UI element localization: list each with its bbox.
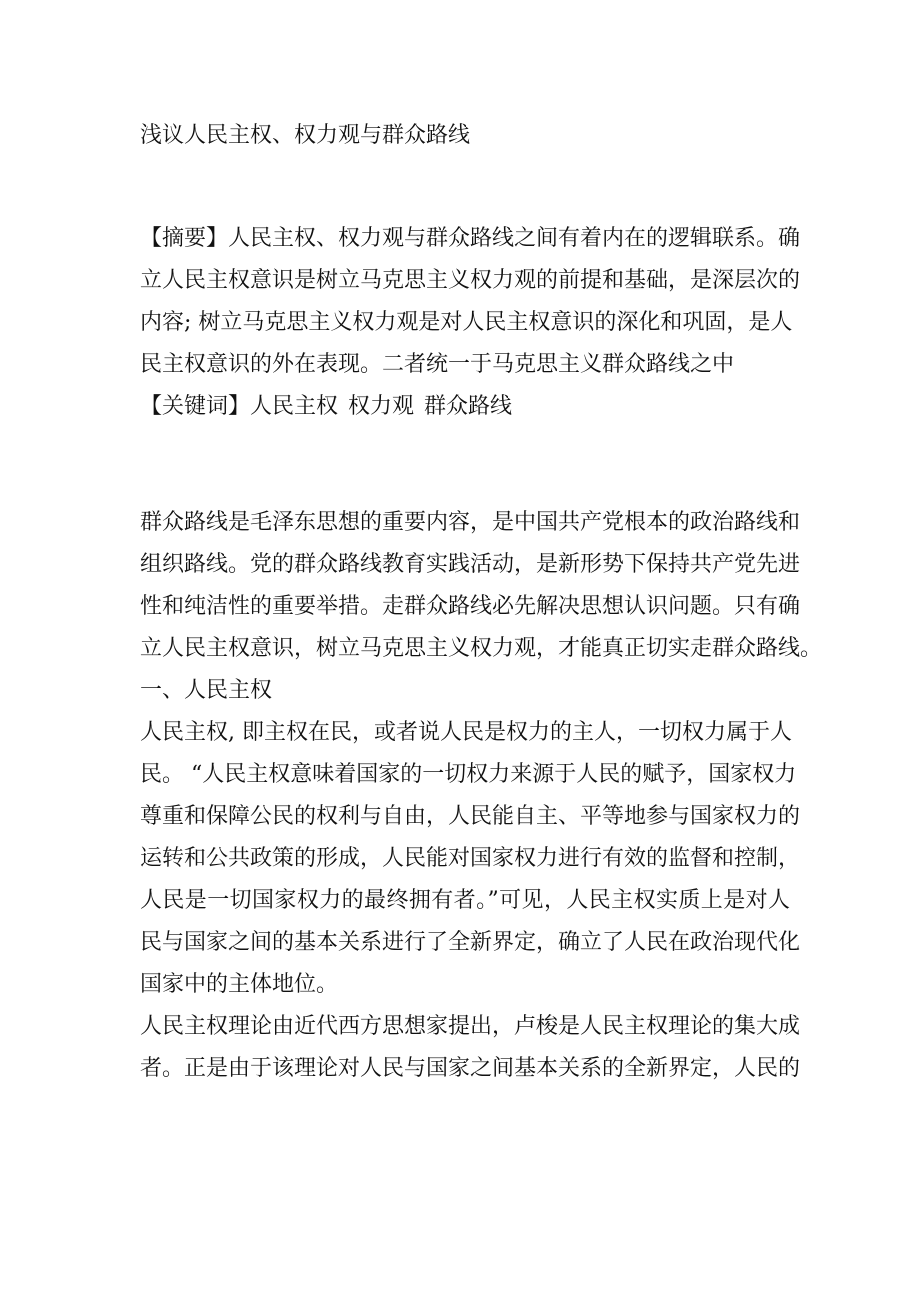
abstract-line: 立人民主权意识是树立马克思主义权力观的前提和基础，是深层次的 xyxy=(140,268,801,293)
keywords-line xyxy=(140,386,790,428)
paragraph-line: 人民主权理论由近代西方思想家提出，卢梭是人民主权理论的集大成 xyxy=(140,1014,801,1039)
paragraph-line: 民。 “人民主权意味着国家的一切权力来源于人民的赋予，国家权力 xyxy=(140,762,797,787)
paragraph-line: 运转和公共政策的形成，人民能对国家权力进行有效的监督和控制， xyxy=(140,846,801,871)
keyword: 群众路线 xyxy=(424,394,513,419)
paragraph-line: 人民主权, 即主权在民，或者说人民是权力的主人，一切权力属于人 xyxy=(140,720,792,745)
abstract-line: 内容; 树立马克思主义权力观是对人民主权意识的深化和巩固，是人 xyxy=(140,310,793,335)
paragraph-line: 人民是一切国家权力的最终拥有者。”可见，人民主权实质上是对人 xyxy=(140,888,790,913)
abstract-line: 【摘要】人民主权、权力观与群众路线之间有着内在的逻辑联系。确 xyxy=(140,226,801,251)
intro-line: 立人民主权意识，树立马克思主义权力观，才能真正切实走群众路线。 xyxy=(140,636,823,661)
paragraph-line: 民与国家之间的基本关系进行了全新界定，确立了人民在政治现代化 xyxy=(140,930,801,955)
intro-paragraph xyxy=(140,502,823,1090)
keyword: 人民主权 xyxy=(250,394,339,419)
keywords-label: 【关键词】 xyxy=(140,394,251,419)
intro-line: 性和纯洁性的重要举措。走群众路线必先解决思想认识问题。只有确 xyxy=(140,594,801,619)
document-title: 浅议人民主权、权力观与群众路线 xyxy=(140,123,471,148)
abstract-block xyxy=(140,218,801,428)
paragraph-line: 尊重和保障公民的权利与自由，人民能自主、平等地参与国家权力的 xyxy=(140,804,801,829)
keyword: 权力观 xyxy=(348,394,415,419)
section-heading: 一、人民主权 xyxy=(140,678,273,703)
paragraph-line: 国家中的主体地位。 xyxy=(140,972,339,997)
intro-line: 群众路线是毛泽东思想的重要内容，是中国共产党根本的政治路线和 xyxy=(140,510,801,535)
intro-line: 组织路线。党的群众路线教育实践活动，是新形势下保持共产党先进 xyxy=(140,552,801,577)
abstract-line: 民主权意识的外在表现。二者统一于马克思主义群众路线之中 xyxy=(140,352,735,377)
paragraph-line: 者。正是由于该理论对人民与国家之间基本关系的全新界定，人民的 xyxy=(140,1056,801,1081)
